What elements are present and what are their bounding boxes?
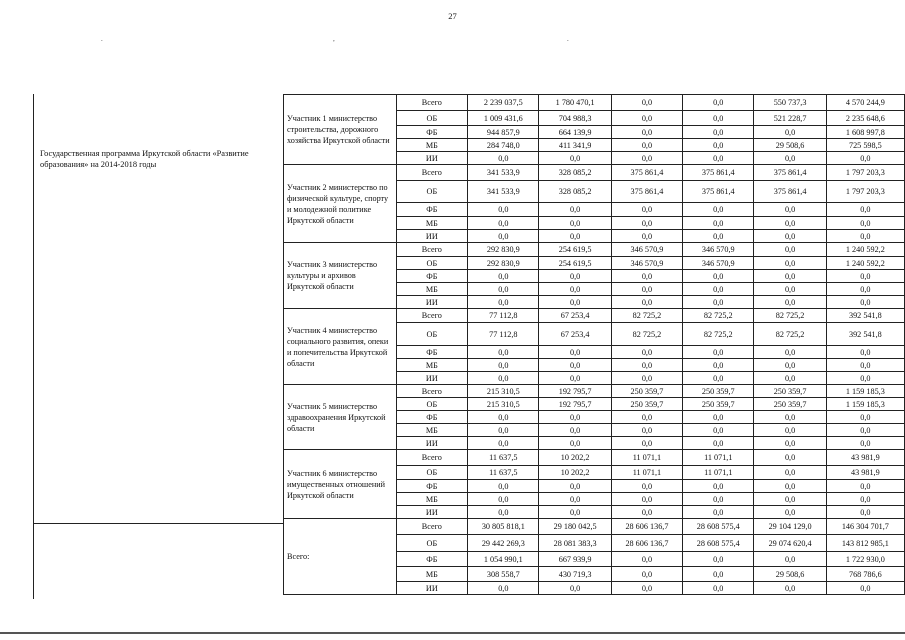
value-cell: 0,0 xyxy=(611,567,682,582)
value-cell: 664 139,9 xyxy=(539,126,611,139)
value-cell: 0,0 xyxy=(826,582,904,595)
funding-type: ФБ xyxy=(396,203,468,217)
total-row xyxy=(284,519,905,535)
value-cell: 82 725,2 xyxy=(611,323,682,346)
value-cell: 0,0 xyxy=(468,217,539,230)
value-cell: 67 253,4 xyxy=(539,323,611,346)
funding-type: МБ xyxy=(396,217,468,230)
value-cell: 284 748,0 xyxy=(468,139,539,152)
value-cell: 0,0 xyxy=(683,372,754,385)
value-cell: 0,0 xyxy=(754,480,826,493)
value-cell: 0,0 xyxy=(539,582,611,595)
value-cell: 0,0 xyxy=(754,437,826,450)
value-cell: 254 619,5 xyxy=(539,243,611,257)
value-cell: 28 608 575,4 xyxy=(683,535,754,552)
value-cell: 0,0 xyxy=(468,230,539,243)
value-cell: 0,0 xyxy=(539,217,611,230)
value-cell: 77 112,8 xyxy=(468,323,539,346)
value-cell: 1 054 990,1 xyxy=(468,552,539,567)
value-cell: 375 861,4 xyxy=(611,181,682,203)
value-cell: 725 598,5 xyxy=(826,139,904,152)
value-cell: 392 541,8 xyxy=(826,309,904,323)
value-cell: 0,0 xyxy=(683,139,754,152)
funding-type: ФБ xyxy=(396,411,468,424)
page-number: 27 xyxy=(448,11,457,21)
participant-name: Участник 5 министерство здравоохранения Иркутской области xyxy=(284,385,397,450)
value-cell: 0,0 xyxy=(683,203,754,217)
value-cell: 0,0 xyxy=(611,95,682,111)
financing-table xyxy=(283,94,905,595)
funding-type: ОБ xyxy=(396,466,468,480)
funding-type: ОБ xyxy=(396,111,468,126)
value-cell: 0,0 xyxy=(468,437,539,450)
value-cell: 192 795,7 xyxy=(539,385,611,398)
participant-name: Участник 6 министерство имущественных отношений Иркутской области xyxy=(284,450,397,519)
value-cell: 0,0 xyxy=(683,230,754,243)
value-cell: 0,0 xyxy=(611,283,682,296)
participant-name: Участник 3 министерство культуры и архивов Иркутской области xyxy=(284,243,397,309)
funding-type: МБ xyxy=(396,567,468,582)
value-cell: 0,0 xyxy=(754,424,826,437)
value-cell: 11 071,1 xyxy=(683,466,754,480)
value-cell: 0,0 xyxy=(826,346,904,359)
funding-type: ИИ xyxy=(396,372,468,385)
value-cell: 82 725,2 xyxy=(754,323,826,346)
value-cell: 0,0 xyxy=(754,296,826,309)
value-cell: 0,0 xyxy=(539,152,611,165)
scan-speck: , xyxy=(333,35,335,43)
value-cell: 11 637,5 xyxy=(468,466,539,480)
value-cell: 0,0 xyxy=(611,152,682,165)
value-cell: 0,0 xyxy=(826,506,904,519)
value-cell: 0,0 xyxy=(826,493,904,506)
value-cell: 0,0 xyxy=(826,217,904,230)
value-cell: 0,0 xyxy=(754,203,826,217)
value-cell: 292 830,9 xyxy=(468,257,539,270)
value-cell: 11 071,1 xyxy=(611,450,682,466)
page-edge xyxy=(0,632,905,634)
funding-type: ИИ xyxy=(396,582,468,595)
value-cell: 667 939,9 xyxy=(539,552,611,567)
value-cell: 250 359,7 xyxy=(754,398,826,411)
value-cell: 29 104 129,0 xyxy=(754,519,826,535)
funding-type: ФБ xyxy=(396,126,468,139)
value-cell: 0,0 xyxy=(611,359,682,372)
value-cell: 0,0 xyxy=(539,283,611,296)
participant-name: Участник 2 министерство по физической культуре, спорту и молодежной политике Иркутской области xyxy=(284,165,397,243)
funding-type: МБ xyxy=(396,359,468,372)
funding-type: Всего xyxy=(396,309,468,323)
value-cell: 0,0 xyxy=(611,411,682,424)
value-cell: 0,0 xyxy=(826,424,904,437)
value-cell: 0,0 xyxy=(539,296,611,309)
value-cell: 67 253,4 xyxy=(539,309,611,323)
value-cell: 10 202,2 xyxy=(539,450,611,466)
value-cell: 0,0 xyxy=(539,480,611,493)
value-cell: 0,0 xyxy=(683,296,754,309)
value-cell: 0,0 xyxy=(611,126,682,139)
funding-type: ОБ xyxy=(396,535,468,552)
value-cell: 0,0 xyxy=(826,372,904,385)
funding-type: МБ xyxy=(396,139,468,152)
value-cell: 375 861,4 xyxy=(754,165,826,181)
value-cell: 346 570,9 xyxy=(683,257,754,270)
value-cell: 11 071,1 xyxy=(611,466,682,480)
value-cell: 29 442 269,3 xyxy=(468,535,539,552)
value-cell: 250 359,7 xyxy=(683,398,754,411)
value-cell: 0,0 xyxy=(611,493,682,506)
value-cell: 215 310,5 xyxy=(468,398,539,411)
value-cell: 0,0 xyxy=(611,270,682,283)
value-cell: 1 009 431,6 xyxy=(468,111,539,126)
value-cell: 0,0 xyxy=(754,152,826,165)
funding-type: ИИ xyxy=(396,296,468,309)
value-cell: 0,0 xyxy=(683,346,754,359)
value-cell: 0,0 xyxy=(468,203,539,217)
value-cell: 0,0 xyxy=(754,372,826,385)
value-cell: 0,0 xyxy=(611,296,682,309)
value-cell: 77 112,8 xyxy=(468,309,539,323)
funding-type: Всего xyxy=(396,450,468,466)
value-cell: 0,0 xyxy=(683,480,754,493)
value-cell: 0,0 xyxy=(826,480,904,493)
value-cell: 0,0 xyxy=(611,217,682,230)
table-row xyxy=(284,309,905,323)
value-cell: 0,0 xyxy=(683,95,754,111)
value-cell: 944 857,9 xyxy=(468,126,539,139)
value-cell: 375 861,4 xyxy=(754,181,826,203)
funding-type: ОБ xyxy=(396,181,468,203)
value-cell: 0,0 xyxy=(539,424,611,437)
scan-speck: . xyxy=(101,35,103,43)
value-cell: 0,0 xyxy=(468,283,539,296)
funding-type: ИИ xyxy=(396,152,468,165)
table-row xyxy=(284,165,905,181)
funding-type: Всего xyxy=(396,243,468,257)
value-cell: 250 359,7 xyxy=(683,385,754,398)
value-cell: 411 341,9 xyxy=(539,139,611,152)
funding-type: ОБ xyxy=(396,323,468,346)
funding-type: ОБ xyxy=(396,398,468,411)
value-cell: 1 608 997,8 xyxy=(826,126,904,139)
value-cell: 704 988,3 xyxy=(539,111,611,126)
value-cell: 146 304 701,7 xyxy=(826,519,904,535)
funding-type: ИИ xyxy=(396,230,468,243)
value-cell: 143 812 985,1 xyxy=(826,535,904,552)
value-cell: 0,0 xyxy=(826,411,904,424)
value-cell: 28 606 136,7 xyxy=(611,519,682,535)
value-cell: 0,0 xyxy=(683,126,754,139)
funding-type: ФБ xyxy=(396,346,468,359)
value-cell: 0,0 xyxy=(683,217,754,230)
value-cell: 29 508,6 xyxy=(754,139,826,152)
value-cell: 0,0 xyxy=(826,283,904,296)
value-cell: 0,0 xyxy=(611,139,682,152)
value-cell: 254 619,5 xyxy=(539,257,611,270)
value-cell: 0,0 xyxy=(826,270,904,283)
value-cell: 0,0 xyxy=(683,111,754,126)
value-cell: 0,0 xyxy=(754,506,826,519)
funding-type: ФБ xyxy=(396,552,468,567)
value-cell: 1 159 185,3 xyxy=(826,385,904,398)
table-row xyxy=(284,243,905,257)
value-cell: 0,0 xyxy=(826,152,904,165)
value-cell: 375 861,4 xyxy=(611,165,682,181)
value-cell: 11 071,1 xyxy=(683,450,754,466)
value-cell: 0,0 xyxy=(611,346,682,359)
funding-type: ИИ xyxy=(396,437,468,450)
value-cell: 0,0 xyxy=(468,359,539,372)
value-cell: 0,0 xyxy=(754,257,826,270)
value-cell: 0,0 xyxy=(611,582,682,595)
value-cell: 29 074 620,4 xyxy=(754,535,826,552)
value-cell: 328 085,2 xyxy=(539,181,611,203)
funding-type: Всего xyxy=(396,95,468,111)
value-cell: 375 861,4 xyxy=(683,165,754,181)
value-cell: 43 981,9 xyxy=(826,466,904,480)
table-row xyxy=(284,450,905,466)
value-cell: 0,0 xyxy=(539,230,611,243)
value-cell: 0,0 xyxy=(539,203,611,217)
value-cell: 0,0 xyxy=(826,437,904,450)
funding-type: Всего xyxy=(396,165,468,181)
value-cell: 0,0 xyxy=(754,493,826,506)
value-cell: 0,0 xyxy=(683,493,754,506)
value-cell: 0,0 xyxy=(539,270,611,283)
value-cell: 0,0 xyxy=(468,346,539,359)
value-cell: 0,0 xyxy=(611,480,682,493)
funding-type: МБ xyxy=(396,424,468,437)
value-cell: 0,0 xyxy=(539,411,611,424)
value-cell: 0,0 xyxy=(754,450,826,466)
value-cell: 250 359,7 xyxy=(611,385,682,398)
funding-type: Всего xyxy=(396,519,468,535)
table-row xyxy=(284,385,905,398)
value-cell: 0,0 xyxy=(611,230,682,243)
value-cell: 0,0 xyxy=(611,424,682,437)
value-cell: 308 558,7 xyxy=(468,567,539,582)
value-cell: 82 725,2 xyxy=(683,323,754,346)
value-cell: 346 570,9 xyxy=(611,257,682,270)
funding-type: МБ xyxy=(396,493,468,506)
value-cell: 346 570,9 xyxy=(683,243,754,257)
value-cell: 1 780 470,1 xyxy=(539,95,611,111)
value-cell: 346 570,9 xyxy=(611,243,682,257)
funding-type: ОБ xyxy=(396,257,468,270)
value-cell: 0,0 xyxy=(539,437,611,450)
value-cell: 0,0 xyxy=(683,152,754,165)
value-cell: 0,0 xyxy=(754,243,826,257)
value-cell: 0,0 xyxy=(468,296,539,309)
value-cell: 0,0 xyxy=(611,111,682,126)
value-cell: 0,0 xyxy=(683,424,754,437)
value-cell: 0,0 xyxy=(468,270,539,283)
value-cell: 0,0 xyxy=(754,411,826,424)
value-cell: 0,0 xyxy=(539,372,611,385)
value-cell: 0,0 xyxy=(539,506,611,519)
value-cell: 11 637,5 xyxy=(468,450,539,466)
value-cell: 2 235 648,6 xyxy=(826,111,904,126)
value-cell: 4 570 244,9 xyxy=(826,95,904,111)
value-cell: 0,0 xyxy=(683,567,754,582)
value-cell: 550 737,3 xyxy=(754,95,826,111)
value-cell: 0,0 xyxy=(611,552,682,567)
value-cell: 82 725,2 xyxy=(611,309,682,323)
value-cell: 0,0 xyxy=(539,359,611,372)
value-cell: 1 159 185,3 xyxy=(826,398,904,411)
value-cell: 2 239 037,5 xyxy=(468,95,539,111)
value-cell: 82 725,2 xyxy=(754,309,826,323)
value-cell: 0,0 xyxy=(754,466,826,480)
value-cell: 29 508,6 xyxy=(754,567,826,582)
value-cell: 0,0 xyxy=(611,203,682,217)
value-cell: 0,0 xyxy=(683,552,754,567)
value-cell: 0,0 xyxy=(754,270,826,283)
value-cell: 1 240 592,2 xyxy=(826,243,904,257)
value-cell: 1 797 203,3 xyxy=(826,165,904,181)
value-cell: 0,0 xyxy=(683,411,754,424)
value-cell: 0,0 xyxy=(468,411,539,424)
funding-type: Всего xyxy=(396,385,468,398)
value-cell: 29 180 042,5 xyxy=(539,519,611,535)
value-cell: 430 719,3 xyxy=(539,567,611,582)
funding-type: МБ xyxy=(396,283,468,296)
value-cell: 375 861,4 xyxy=(683,181,754,203)
value-cell: 392 541,8 xyxy=(826,323,904,346)
value-cell: 0,0 xyxy=(754,230,826,243)
value-cell: 82 725,2 xyxy=(683,309,754,323)
value-cell: 1 797 203,3 xyxy=(826,181,904,203)
value-cell: 0,0 xyxy=(683,437,754,450)
value-cell: 0,0 xyxy=(754,283,826,296)
value-cell: 1 240 592,2 xyxy=(826,257,904,270)
value-cell: 43 981,9 xyxy=(826,450,904,466)
value-cell: 10 202,2 xyxy=(539,466,611,480)
value-cell: 0,0 xyxy=(754,582,826,595)
value-cell: 341 533,9 xyxy=(468,181,539,203)
value-cell: 0,0 xyxy=(468,424,539,437)
value-cell: 0,0 xyxy=(754,346,826,359)
value-cell: 0,0 xyxy=(754,217,826,230)
value-cell: 192 795,7 xyxy=(539,398,611,411)
value-cell: 0,0 xyxy=(468,582,539,595)
program-title: Государственная программа Иркутской области «Развитие образования» на 2014-2018 годы xyxy=(40,149,249,169)
value-cell: 0,0 xyxy=(683,359,754,372)
value-cell: 0,0 xyxy=(683,283,754,296)
value-cell: 30 805 818,1 xyxy=(468,519,539,535)
value-cell: 0,0 xyxy=(683,582,754,595)
value-cell: 250 359,7 xyxy=(754,385,826,398)
value-cell: 0,0 xyxy=(468,493,539,506)
participant-name: Участник 4 министерство социального развития, опеки и попечительства Иркутской области xyxy=(284,309,397,385)
value-cell: 328 085,2 xyxy=(539,165,611,181)
value-cell: 28 606 136,7 xyxy=(611,535,682,552)
value-cell: 0,0 xyxy=(468,480,539,493)
value-cell: 0,0 xyxy=(754,126,826,139)
value-cell: 768 786,6 xyxy=(826,567,904,582)
value-cell: 0,0 xyxy=(754,359,826,372)
value-cell: 215 310,5 xyxy=(468,385,539,398)
value-cell: 0,0 xyxy=(683,270,754,283)
value-cell: 0,0 xyxy=(826,359,904,372)
funding-type: ФБ xyxy=(396,480,468,493)
value-cell: 28 608 575,4 xyxy=(683,519,754,535)
value-cell: 0,0 xyxy=(826,296,904,309)
table-row xyxy=(284,95,905,111)
value-cell: 0,0 xyxy=(539,346,611,359)
value-cell: 0,0 xyxy=(611,372,682,385)
value-cell: 1 722 930,0 xyxy=(826,552,904,567)
value-cell: 0,0 xyxy=(683,506,754,519)
value-cell: 0,0 xyxy=(468,506,539,519)
value-cell: 250 359,7 xyxy=(611,398,682,411)
value-cell: 0,0 xyxy=(539,493,611,506)
funding-type: ИИ xyxy=(396,506,468,519)
total-label: Всего: xyxy=(284,519,397,595)
value-cell: 0,0 xyxy=(611,506,682,519)
participant-name: Участник 1 министерство строительства, дорожного хозяйства Иркутской области xyxy=(284,95,397,165)
value-cell: 0,0 xyxy=(611,437,682,450)
value-cell: 0,0 xyxy=(826,203,904,217)
scan-speck: . xyxy=(567,35,569,43)
value-cell: 28 081 383,3 xyxy=(539,535,611,552)
funding-type: ФБ xyxy=(396,270,468,283)
value-cell: 341 533,9 xyxy=(468,165,539,181)
value-cell: 0,0 xyxy=(468,372,539,385)
value-cell: 0,0 xyxy=(754,552,826,567)
value-cell: 0,0 xyxy=(468,152,539,165)
value-cell: 0,0 xyxy=(826,230,904,243)
value-cell: 292 830,9 xyxy=(468,243,539,257)
value-cell: 521 228,7 xyxy=(754,111,826,126)
